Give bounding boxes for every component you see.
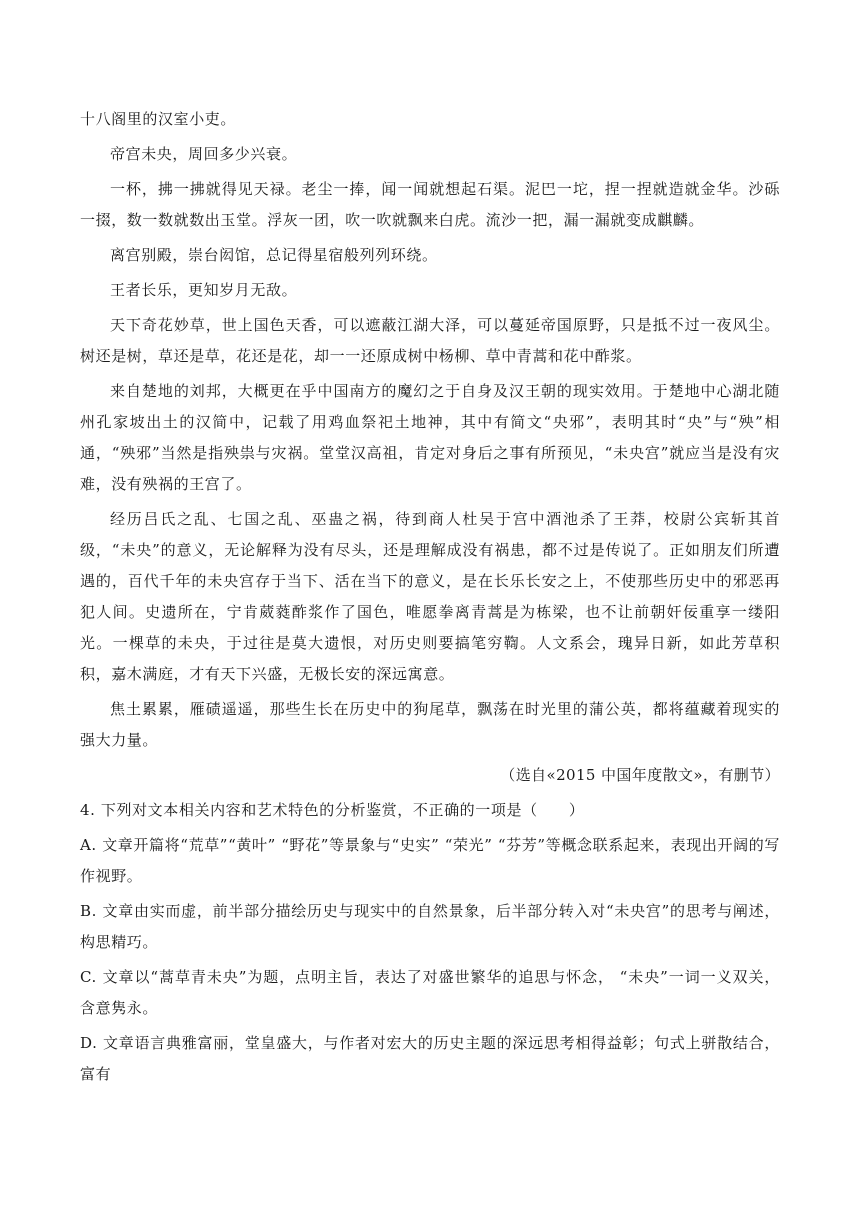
question-stem: 4. 下列对文本相关内容和艺术特色的分析鉴赏，不正确的一项是（ ）	[80, 801, 585, 819]
paragraph: 经历吕氏之乱、七国之乱、巫蛊之祸，待到商人杜吴于宫中酒池杀了王莽，校尉公宾斩其首级，“未央”的意义，无论解释为没有尽头，还是理解成没有祸患，都不过是传说了。正如朋友们所遭遇的，百代千年的未央宫存于当下、活在当下的意义，是在长乐长安之上，不使那些历史中的邪恶再犯人间。史遗所在，宁肯葳蕤酢浆作了国色，唯愿拳离青蒿是为栋梁，也不让前朝奸佞重享一缕阳光。一棵草的未央，于过往是莫大遗恨，对历史则要搞笔穷鞫。人文系会，瑰异日新，如此芳草积积，嘉木满庭，才有天下兴盛，无极长安的深远寓意。	[80, 510, 780, 683]
paragraph: 焦土累累，雁碛遥遥，那些生长在历史中的狗尾草，飘荡在时光里的蒲公英，都将蕴藏着现实的强大力量。	[80, 700, 780, 749]
option-a: A. 文章开篇将“荒草”“黄叶” “野花”等景象与“史实” “荣光” “芬芳”等概念联系起来，表现出开阔的写作视野。	[80, 836, 780, 885]
source-citation: （选自«2015 中国年度散文»，有删节）	[500, 766, 780, 784]
option-d: D. 文章语言典雅富丽，堂皇盛大，与作者对宏大的历史主题的深远思考相得益彰；句式上骈散结合，富有	[80, 1034, 780, 1083]
document-body	[80, 104, 780, 1094]
paragraph: 天下奇花妙草，世上国色天香，可以遮蔽江湖大泽，可以蔓延帝国原野，只是抵不过一夜风尘。树还是树，草还是草，花还是花，却一一还原成树中杨柳、草中青蒿和花中酢浆。	[80, 316, 780, 365]
paragraph: 王者长乐，更知岁月无敌。	[110, 281, 298, 299]
paragraph: 帝宫未央，周回多少兴衰。	[110, 145, 298, 163]
paragraph: 离宫别殿，崇台闳馆，总记得星宿般列列环绕。	[110, 246, 438, 264]
option-c: C. 文章以“蒿草青未央”为题，点明主旨，表达了对盛世繁华的追思与怀念， “未央”一词一义双关，含意隽永。	[80, 968, 780, 1017]
paragraph: 十八阁里的汉室小吏。	[80, 110, 237, 128]
paragraph: 一杯，拂一拂就得见天禄。老尘一捧，闻一闻就想起石渠。泥巴一坨，捏一捏就造就金华。沙砾一掇，数一数就数出玉堂。浮灰一团，吹一吹就飘来白虎。流沙一把，漏一漏就变成麒麟。	[80, 180, 780, 229]
option-b: B. 文章由实而虚，前半部分描绘历史与现实中的自然景象，后半部分转入对“未央宫”的思考与阐述，构思精巧。	[80, 902, 780, 951]
paragraph: 来自楚地的刘邦，大概更在乎中国南方的魔幻之于自身及汉王朝的现实效用。于楚地中心湖北随州孔家坡出土的汉简中，记载了用鸡血祭祀土地神，其中有简文“央邪”，表明其时“央”与“殃”相通，“殃邪”当然是指殃祟与灾祸。堂堂汉高祖，肯定对身后之事有所预见，“未央宫”就应当是没有灾难，没有殃祸的王宫了。	[80, 382, 780, 493]
